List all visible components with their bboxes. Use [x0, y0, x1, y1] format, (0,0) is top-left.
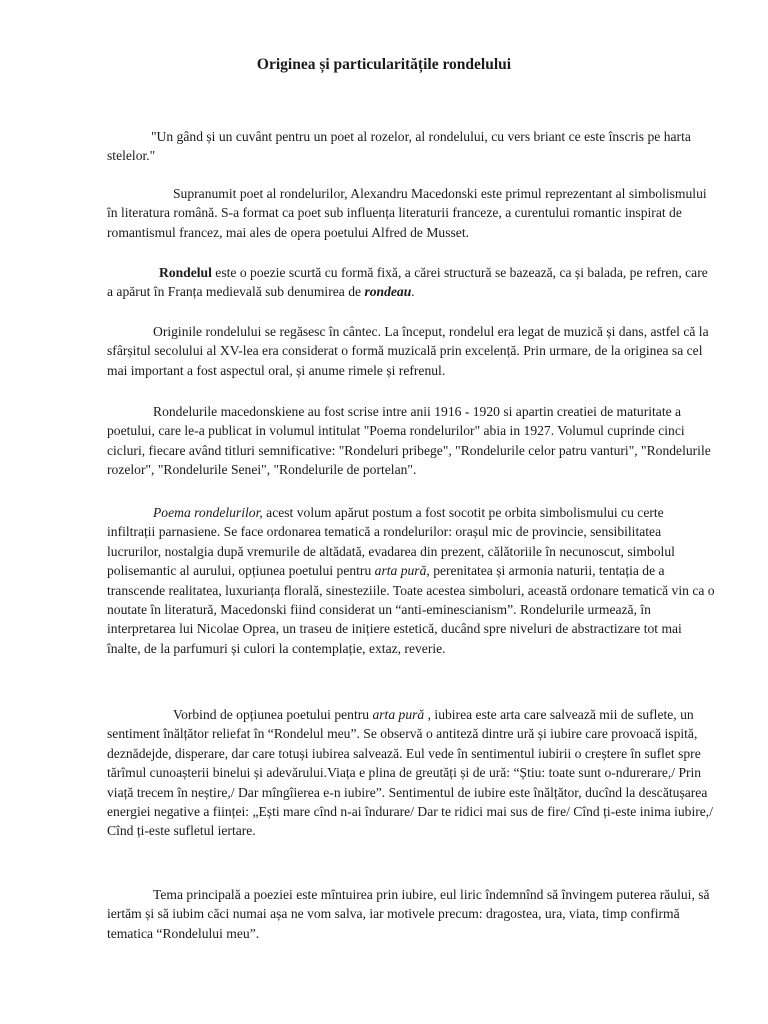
opening-quote [107, 127, 715, 166]
paragraph-intro-text: Supranumit poet al rondelurilor, Alexandru Macedonski este primul reprezentant al simbolismului în literatura română. S-a format ca poet sub influența literaturii franceze, a curentului romantic inspirat de romantismul francez, mai ales de opera poetului Alfred de Musset. [107, 186, 707, 240]
paragraph-conclusion-text: Tema principală a poeziei este mîntuirea prin iubire, eul liric îndemnînd să învingem puterea răului, să iertăm și să iubim căci numai așa ne vom salva, iar motivele precum: dragostea, ura, viata, timp confirmă tematica “Rondelului meu”. [107, 887, 710, 941]
paragraph-origins [107, 322, 715, 380]
paragraph-intro [107, 184, 715, 242]
quote-text: "Un gând și un cuvânt pentru un poet al rozelor, al rondelului, cu vers briant ce este înscris pe harta stelelor." [107, 129, 691, 164]
paragraph-themes [107, 503, 715, 658]
term-arta-pura: arta pură [374, 563, 427, 579]
paragraph-definition: Rondelul este o poezie scurtă cu formă fixă, a cărei structură se bazează, ca și balada, pe refren, care a apărut în Franța medievală sub denumirea de rondeau. [107, 265, 708, 300]
paragraph-conclusion [107, 885, 715, 943]
paragraph-themes-text-a: acest volum apărut postum a fost socotit pe orbita simbolismului cu certe infiltrații parnasiene. Se face ordonarea tematică a rondelurilor: orașul mic de provincie, sensibilitatea lucrurilor, nostalgia după vremurile de altădată, evadarea din prezent, călătoriile în necunoscut, simbolul polisemantic al aurului, opțiunea poetului pentru [107, 505, 675, 579]
paragraph-volume [107, 402, 715, 480]
term-rondelul: Rondelul [159, 265, 212, 280]
term-arta-pura-2: arta pură [372, 707, 425, 722]
paragraph-love-text-a: Vorbind de opțiunea poetului pentru [173, 707, 373, 722]
volume-title: Poema rondelurilor, [153, 505, 263, 520]
paragraph-volume-text: Rondelurile macedonskiene au fost scrise intre anii 1916 - 1920 si apartin creatiei de maturitate a poetului, care le-a publicat in volumul intitulat "Poema rondelurilor" abia in 1927. Volumul cuprinde cinci cicluri, fiecare având titluri semnificative: "Rondeluri pribege", "Rondelurile celor patru vanturi", "Rondelurile rozelor", "Rondelurile Senei", "Rondelurile de portelan". [107, 404, 711, 478]
paragraph-definition-text: este o poezie scurtă cu formă fixă, a cărei structură se bazează, ca și balada, pe refren, care a apărut în Franța medievală sub denumirea de [107, 265, 708, 300]
paragraph-origins-text: Originile rondelului se regăsesc în cântec. La început, rondelul era legat de muzică și dans, astfel că la sfârșitul secolului al XV-lea era considerat o formă muzicală prin excelență. Prin urmare, de la originea sa cel mai important a fost aspectul oral, și anume rimele și refrenul. [107, 324, 709, 378]
paragraph-love [107, 705, 715, 841]
term-rondeau: rondeau [364, 284, 412, 300]
page-title: Originea și particularitățile rondelului [256, 56, 512, 73]
paragraph-themes-text-b: , perenitatea și armonia naturii, tentația de a transcende realitatea, luxurianța florală, sinesteziile. Toate acestea simboluri, această ordonare tematică vin ca o noutate în literatură, Macedonski fiind considerat un “anti-eminescianism”. Rondelurile urmează, în interpretarea lui Nicolae Oprea, un traseu de inițiere estetică, ducând spre niveluri de abstractizare tot mai înalte, de la parfumuri și culori la contemplație, extaz, reverie. [107, 563, 715, 656]
paragraph-love-text-b: , iubirea este arta care salvează mii de suflete, un sentiment înălțător reliefat în “Rondelul meu”. Se observă o antiteză dintre ură și iubire care provoacă ispită, deznădejde, disperare, dar care totuși iubirea salvează. Eul vede în sentimentul iubirii o creștere în suflet spre tărîmul cunoașterii binelui și adevărului.Viața e plina de greutăți și de ură: “Știu: toate sunt o-ndurerare,/ Prin viață trecem în neștire,/ Dar mîngîierea e-n iubire”. Sentimentul de iubire este înălțător, ducînd la descătușarea energiei negative a ființei: „Ești mare cînd n-ai îndurare/ Dar te ridici mai sus de fire/ Cînd ți-este inima iubire,/ Cînd ți-este sufletul iertare. [107, 707, 713, 839]
